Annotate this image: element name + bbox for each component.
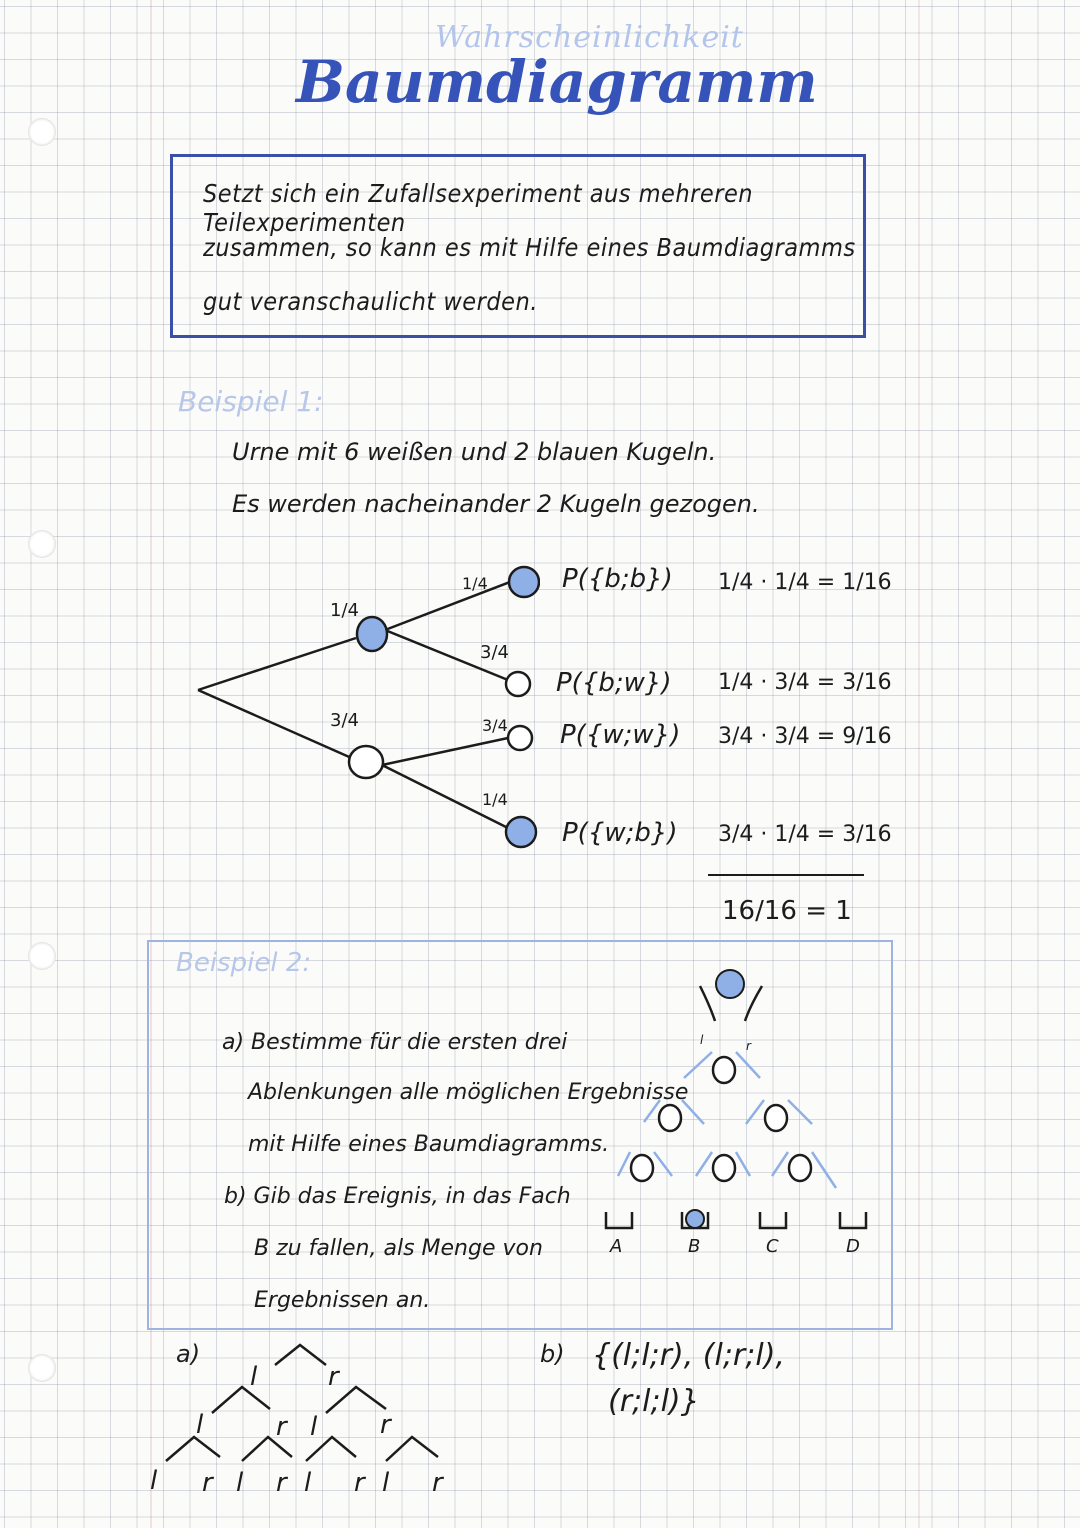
tree-leaf: r <box>354 1468 365 1498</box>
definition-box <box>170 154 866 338</box>
punch-hole <box>28 942 56 970</box>
sum-rule <box>708 874 864 876</box>
probability-tree <box>180 560 540 860</box>
ball-in-bin-icon <box>686 1210 704 1228</box>
tree-node: r <box>276 1412 287 1442</box>
punch-hole <box>28 530 56 558</box>
pin <box>713 1057 735 1083</box>
bin-c <box>760 1212 786 1228</box>
blue-ball-leaf <box>509 567 539 597</box>
page-title: Baumdiagramm <box>296 48 818 116</box>
task-b-line: b) Gib das Ereignis, in das Fach <box>224 1184 571 1209</box>
punch-hole <box>28 1354 56 1382</box>
tree-leaf: l <box>150 1466 158 1496</box>
white-ball-leaf <box>506 672 530 696</box>
tree-leaf: r <box>202 1468 213 1498</box>
ball-icon <box>716 970 744 998</box>
bin-d <box>840 1212 866 1228</box>
example1-text: Es werden nacheinander 2 Kugeln gezogen. <box>232 490 760 518</box>
definition-line: gut veranschaulicht werden. <box>203 287 538 316</box>
tree-node: l <box>196 1410 204 1440</box>
white-ball-node <box>349 746 383 778</box>
outcome-calc: 3/4 · 3/4 = 9/16 <box>718 724 892 749</box>
task-a-line: a) Bestimme für die ersten drei <box>222 1030 568 1055</box>
outcome-calc: 3/4 · 1/4 = 3/16 <box>718 822 892 847</box>
blue-ball-node <box>357 617 387 651</box>
outcome-label: P({b;w}) <box>556 668 672 698</box>
tree-leaf: r <box>276 1468 287 1498</box>
pin <box>713 1155 735 1181</box>
branch-prob: 1/4 <box>330 600 359 621</box>
bin-label: D <box>846 1236 860 1257</box>
task-b-line: Ergebnissen an. <box>254 1288 431 1313</box>
dir-marker: r <box>746 1039 751 1053</box>
definition-line: Setzt sich ein Zufallsexperiment aus mehreren Teilexperimenten <box>203 179 754 237</box>
bin-a <box>606 1212 632 1228</box>
bin-label: A <box>610 1236 623 1257</box>
right-margin-line <box>918 0 920 1528</box>
bin-label: C <box>766 1236 779 1257</box>
answer-b-label: b) <box>540 1340 565 1368</box>
blue-ball-leaf <box>506 817 536 847</box>
pin <box>631 1155 653 1181</box>
answer-b-set: (r;l;l)} <box>608 1384 700 1419</box>
outcome-calc: 1/4 · 1/4 = 1/16 <box>718 570 892 595</box>
task-a-line: mit Hilfe eines Baumdiagramms. <box>248 1132 610 1157</box>
branch-prob: 3/4 <box>330 710 359 731</box>
dir-marker: l <box>700 1033 704 1047</box>
galton-board-diagram <box>600 966 880 1256</box>
topic-subtitle: Wahrscheinlichkeit <box>435 20 744 55</box>
outcome-calc: 1/4 · 3/4 = 3/16 <box>718 670 892 695</box>
example1-text: Urne mit 6 weißen und 2 blauen Kugeln. <box>232 438 717 466</box>
tree-node: l <box>250 1362 258 1392</box>
tree-node: r <box>380 1410 391 1440</box>
branch-prob: 1/4 <box>462 574 488 593</box>
outcome-label: P({b;b}) <box>562 564 673 594</box>
pin <box>765 1105 787 1131</box>
pin <box>659 1105 681 1131</box>
probability-sum: 16/16 = 1 <box>722 896 852 926</box>
outcome-label: P({w;b}) <box>562 818 678 848</box>
task-b-line: B zu fallen, als Menge von <box>254 1236 543 1261</box>
outcome-label: P({w;w}) <box>560 720 681 750</box>
branch-prob: 1/4 <box>482 790 508 809</box>
tree-node: r <box>328 1362 339 1392</box>
example2-label: Beispiel 2: <box>176 948 312 978</box>
white-ball-leaf <box>508 726 532 750</box>
punch-hole <box>28 118 56 146</box>
tree-node: l <box>310 1412 318 1442</box>
answer-a-label: a) <box>176 1340 201 1368</box>
pin <box>789 1155 811 1181</box>
tree-leaf: r <box>432 1468 443 1498</box>
tree-leaf: l <box>304 1468 312 1498</box>
definition-line: zusammen, so kann es mit Hilfe eines Baumdiagramms <box>203 233 856 262</box>
branch-prob: 3/4 <box>480 642 509 663</box>
bin-label: B <box>688 1236 701 1257</box>
tree-leaf: l <box>382 1468 390 1498</box>
branch-prob: 3/4 <box>482 716 508 735</box>
task-a-line: Ablenkungen alle möglichen Ergebnisse <box>248 1080 689 1105</box>
answer-b-set: {(l;l;r), (l;r;l), <box>592 1338 785 1373</box>
example1-label: Beispiel 1: <box>178 385 324 418</box>
tree-leaf: l <box>236 1468 244 1498</box>
